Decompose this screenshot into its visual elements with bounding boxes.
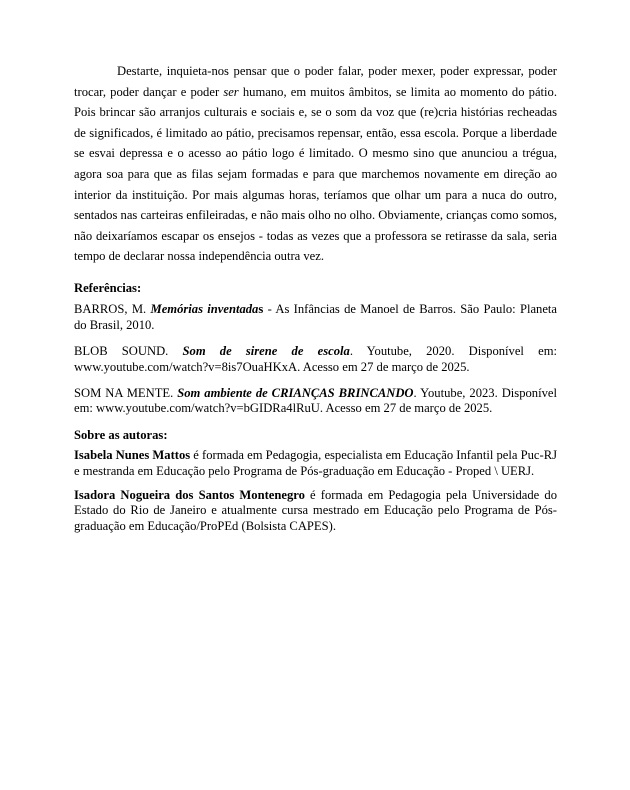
text-segment: s — [258, 302, 264, 317]
body-paragraph — [74, 61, 557, 267]
text-segment: Isabela Nunes Mattos — [74, 448, 191, 463]
author-bio-isadora — [74, 488, 557, 534]
text-segment: SOM NA MENTE. — [74, 385, 178, 400]
text-segment: - As Infâncias de Manoel de Barros. São Paulo: Planeta do Brasil, 2010. — [74, 302, 558, 332]
text-segment: . Youtube, 2023. Disponível em: www.youtube.com/watch?v=bGIDRa4lRuU. Acesso em 27 de março de 2025. — [74, 385, 557, 416]
text-segment: ser — [223, 84, 239, 99]
text-segment: Som de sirene de escola — [182, 344, 350, 359]
reference-entry-som-na-mente — [74, 386, 557, 417]
text-segment: BLOB SOUND. — [74, 344, 183, 359]
text-segment: . Youtube, 2020. Disponível em: www.youtube.com/watch?v=8is7OuaHKxA. Acesso em 27 de março de 2025. — [74, 344, 558, 374]
text-segment: Destarte, inquieta-nos pensar que o poder falar, poder mexer, poder expressar, poder trocar, poder dançar e poder — [74, 64, 557, 99]
text-segment: é formada em Pedagogia, especialista em Educação Infantil pela Puc-RJ e mestranda em Educação pelo Programa de Pós-graduação em Educação - Proped \ UERJ. — [74, 448, 557, 478]
text-segment: Isadora Nogueira dos Santos Montenegro — [74, 488, 305, 502]
about-authors-heading: Sobre as autoras: — [74, 427, 168, 442]
text-segment: Som ambiente de CRIANÇAS BRINCANDO — [177, 385, 414, 400]
text-segment: é formada em Pedagogia pela Universidade do Estado do Rio de Janeiro e atualmente cursa mestrado em Educação pelo Programa de Pós-graduação em Educação/ProPEd (Bolsista CAPES). — [74, 488, 557, 533]
text-segment: BARROS, M. — [74, 302, 151, 317]
references-heading: Referências: — [74, 280, 142, 295]
author-bio-isabela — [74, 448, 557, 479]
reference-entry-blob-sound — [74, 344, 557, 375]
text-segment: Memórias inventada — [150, 302, 259, 317]
reference-entry-barros — [74, 302, 557, 333]
text-segment: humano, em muitos âmbitos, se limita ao momento do pátio. Pois brincar são arranjos culturais e sociais e, se o som da voz que (re)cria histórias recheadas de significados, é limitado ao pátio, precisamos repensar, então, essa escola. Porque a liberdade se esvai depressa e o acesso ao pátio logo é limitado. O mesmo sino que anunciou a trégua, agora soa para que as filas sejam formadas e para que marchemos novamente em direção ao interior da instituição. Por mais algumas horas, teríamos que olhar um para a nuca do outro, sentados nas carteiras enfileiradas, e não mais olho no olho. Obviamente, crianças como somos, não deixaríamos escapar os ensejos - todas as vezes que a professora se retirasse da sala, seria tempo de declarar nossa independência outra vez. — [74, 84, 557, 264]
